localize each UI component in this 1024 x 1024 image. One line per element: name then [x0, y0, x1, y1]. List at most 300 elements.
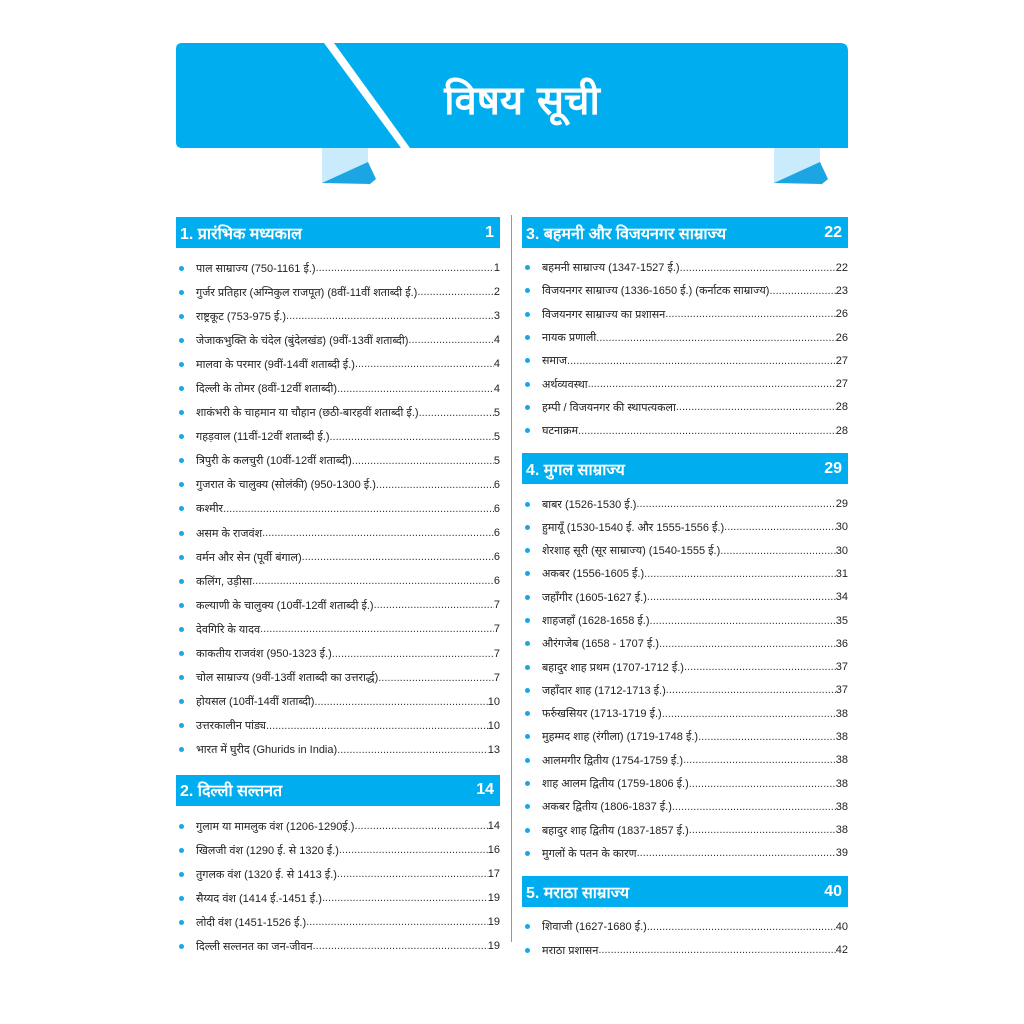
section-title-text: बहमनी और विजयनगर साम्राज्य [543, 225, 726, 243]
entry-label: अकबर द्वितीय (1806-1837 ई.) [542, 801, 672, 814]
entry-label: मराठा प्रशासन [542, 944, 599, 957]
entry-label: नायक प्रणाली [542, 332, 597, 345]
toc-entry[interactable] [176, 280, 500, 304]
bullet-icon [525, 428, 530, 433]
toc-entry[interactable] [176, 910, 500, 934]
entry-label: पाल साम्राज्य (750-1161 ई.) [196, 262, 316, 275]
dot-leader [374, 599, 494, 611]
dot-leader [683, 754, 836, 766]
bullet-icon [525, 312, 530, 317]
dot-leader [567, 355, 836, 367]
entry-page: 3 [493, 310, 500, 323]
section-header[interactable] [176, 217, 500, 248]
entry-page: 19 [487, 940, 500, 953]
dot-leader [680, 262, 836, 274]
section-page: 29 [824, 459, 842, 477]
section-title-text: प्रारंभिक मध्यकाल [197, 225, 302, 243]
entry-label: जहाँगीर (1605-1627 ई.) [542, 591, 647, 604]
dot-leader [223, 503, 494, 515]
toc-entry[interactable] [522, 396, 848, 419]
toc-entry[interactable] [176, 666, 500, 690]
column-divider [511, 215, 512, 942]
entry-page: 26 [835, 331, 848, 344]
section-title [526, 458, 625, 480]
toc-entry[interactable] [522, 562, 848, 585]
section-items [522, 484, 848, 875]
section-page: 14 [476, 781, 494, 799]
entry-label: चोल साम्राज्य (9वीं-13वीं शताब्दी का उत्तरार्द्ध) [196, 672, 379, 685]
dot-leader [378, 672, 494, 684]
entry-page: 36 [835, 637, 848, 650]
toc-entry[interactable] [522, 372, 848, 395]
bullet-icon [179, 651, 184, 656]
section-title-text: मराठा साम्राज्य [543, 884, 630, 902]
entry-label: शाहजहाँ (1628-1658 ई.) [542, 615, 650, 627]
bullet-icon [179, 314, 184, 319]
dot-leader [352, 455, 494, 467]
entry-page: 1 [493, 262, 500, 275]
bullet-icon [179, 362, 184, 367]
toc-entry[interactable] [522, 842, 848, 865]
dot-leader [286, 310, 494, 322]
toc-entry[interactable] [522, 632, 848, 655]
section-number: 4. [526, 461, 540, 479]
bullet-icon [525, 405, 530, 410]
toc-entry[interactable] [176, 690, 500, 714]
dot-leader [684, 661, 836, 673]
entry-page: 16 [487, 844, 500, 857]
toc-entry[interactable] [522, 795, 848, 818]
bullet-icon [179, 482, 184, 487]
entry-label: तुगलक वंश (1320 ई. से 1413 ई.) [196, 868, 337, 881]
dot-leader [644, 568, 836, 580]
toc-entry[interactable] [522, 326, 848, 349]
entry-label: काकतीय राजवंश (950-1323 ई.) [196, 648, 332, 661]
toc-entry[interactable] [522, 419, 848, 442]
section-items [522, 248, 848, 452]
bullet-icon [179, 266, 184, 271]
entry-label: भारत में घुरीद (Ghurids in India) [196, 744, 338, 757]
entry-label: जहाँदार शाह (1712-1713 ई.) [542, 684, 666, 697]
bullet-icon [179, 506, 184, 511]
toc-entry[interactable] [522, 492, 848, 515]
section-items [522, 907, 848, 972]
section-page: 40 [824, 882, 842, 900]
bullet-icon [525, 358, 530, 363]
entry-label: शेरशाह सूरी (सूर साम्राज्य) (1540-1555 ई.) [542, 545, 721, 558]
dot-leader [698, 731, 836, 743]
entry-label: दिल्ली सल्तनत का जन-जीवन [196, 940, 313, 953]
toc-entry[interactable] [176, 425, 500, 449]
dot-leader [665, 308, 835, 320]
entry-page: 6 [493, 502, 500, 515]
dot-leader [672, 801, 836, 813]
toc-entry[interactable] [522, 938, 848, 961]
bullet-icon [525, 804, 530, 809]
dot-leader [339, 844, 488, 856]
bullet-icon [525, 924, 530, 929]
toc-entry[interactable] [176, 401, 500, 425]
bullet-icon [525, 734, 530, 739]
section-number: 3. [526, 225, 540, 243]
entry-page: 28 [835, 424, 848, 437]
entry-label: उत्तरकालीन पांड्य [196, 720, 266, 733]
page-title: विषय सूची [444, 77, 600, 124]
toc-entry[interactable] [176, 934, 500, 958]
entry-label: शिवाजी (1627-1680 ई.) [542, 921, 647, 934]
dot-leader [769, 285, 835, 297]
bullet-icon [525, 571, 530, 576]
bullet-icon [179, 723, 184, 728]
bullet-icon [525, 665, 530, 670]
toc-entry[interactable] [522, 749, 848, 772]
entry-page: 6 [493, 551, 500, 564]
bullet-icon [179, 872, 184, 877]
bullet-icon [179, 824, 184, 829]
section-number: 5. [526, 884, 540, 902]
section-3 [522, 217, 848, 452]
toc-entry[interactable] [522, 819, 848, 842]
toc-entry[interactable] [176, 256, 500, 280]
bullet-icon [525, 502, 530, 507]
dot-leader [598, 944, 835, 956]
bullet-icon [525, 711, 530, 716]
entry-page: 38 [835, 730, 848, 743]
entry-page: 29 [835, 498, 848, 511]
entry-page: 7 [493, 647, 500, 660]
entry-label: शाह आलम द्वितीय (1759-1806 ई.) [542, 778, 689, 791]
entry-page: 27 [835, 354, 848, 367]
entry-label: शाकंभरी के चाहमान या चौहान (छठी-बारहवीं शताब्दी ई.) [196, 407, 419, 420]
section-page: 1 [485, 223, 494, 241]
toc-entry[interactable] [522, 702, 848, 725]
right-column [522, 217, 848, 972]
bullet-icon [525, 525, 530, 530]
section-header[interactable] [522, 217, 848, 248]
entry-label: बहमनी साम्राज्य (1347-1527 ई.) [542, 262, 680, 275]
toc-entry[interactable] [176, 714, 500, 738]
section-title [180, 779, 282, 801]
section-header[interactable] [522, 876, 848, 907]
bullet-icon [179, 290, 184, 295]
bullet-icon [525, 688, 530, 693]
bullet-icon [179, 747, 184, 752]
dot-leader [724, 521, 836, 533]
entry-label: बहादुर शाह प्रथम (1707-1712 ई.) [542, 661, 684, 674]
section-number: 2. [180, 783, 194, 801]
entry-label: जेजाकभुक्ति के चंदेल (बुंदेलखंड) (9वीं-13वीं शताब्दी) [196, 334, 409, 347]
bullet-icon [525, 288, 530, 293]
entry-label: कश्मीर [196, 503, 224, 516]
section-page: 22 [824, 223, 842, 241]
dot-leader [376, 479, 494, 491]
entry-page: 17 [487, 868, 500, 881]
toc-entry[interactable] [522, 772, 848, 795]
entry-page: 34 [835, 591, 848, 604]
toc-entry[interactable] [522, 915, 848, 938]
entry-label: मुहम्मद शाह (रंगीला) (1719-1748 ई.) [542, 731, 699, 744]
entry-page: 28 [835, 401, 848, 414]
entry-page: 6 [493, 527, 500, 540]
entry-page: 37 [835, 684, 848, 697]
dot-leader [337, 744, 488, 756]
bullet-icon [179, 531, 184, 536]
entry-page: 4 [493, 358, 500, 371]
dot-leader [720, 545, 836, 557]
entry-page: 30 [835, 544, 848, 557]
toc-entry[interactable] [176, 449, 500, 473]
entry-label: गुलाम या मामलुक वंश (1206-1290ई.) [196, 820, 355, 833]
dot-leader [306, 916, 488, 928]
dot-leader [302, 551, 494, 563]
toc-entry[interactable] [522, 609, 848, 632]
entry-page: 6 [493, 575, 500, 588]
section-header[interactable] [522, 453, 848, 484]
bullet-icon [525, 828, 530, 833]
entry-page: 40 [835, 920, 848, 933]
section-items [176, 806, 500, 969]
entry-label: असम के राजवंश [196, 527, 263, 540]
dot-leader [659, 638, 836, 650]
dot-leader [419, 407, 494, 419]
entry-label: घटनाक्रम [542, 425, 579, 438]
toc-entry[interactable] [522, 349, 848, 372]
bullet-icon [179, 896, 184, 901]
dot-leader [588, 378, 836, 390]
bullet-icon [525, 382, 530, 387]
dot-leader [266, 720, 488, 732]
bullet-icon [179, 848, 184, 853]
entry-label: आलमगीर द्वितीय (1754-1759 ई.) [542, 754, 684, 767]
dot-leader [337, 383, 494, 395]
bullet-icon [179, 944, 184, 949]
bullet-icon [179, 675, 184, 680]
entry-label: मुगलों के पतन के कारण [542, 847, 637, 860]
section-title [526, 222, 726, 244]
dot-leader [313, 940, 488, 952]
section-title [180, 222, 302, 244]
entry-label: गुजरात के चालुक्य (सोलंकी) (950-1300 ई.) [196, 479, 376, 492]
bullet-icon [525, 595, 530, 600]
dot-leader [637, 847, 836, 859]
dot-leader [666, 684, 836, 696]
toc-entry[interactable] [176, 642, 500, 666]
dot-leader [596, 332, 836, 344]
toc-entry[interactable] [176, 838, 500, 862]
section-header[interactable] [176, 775, 500, 806]
toc-entry[interactable] [176, 569, 500, 593]
toc-entry[interactable] [522, 725, 848, 748]
toc-entry[interactable] [176, 521, 500, 545]
dot-leader [408, 334, 493, 346]
entry-label: देवगिरि के यादव [196, 623, 261, 636]
entry-label: समाज [542, 355, 568, 368]
section-items [176, 248, 500, 772]
section-5 [522, 876, 848, 972]
entry-page: 5 [493, 406, 500, 419]
dot-leader [260, 623, 494, 635]
entry-page: 10 [487, 719, 500, 732]
entry-label: सैय्यद वंश (1414 ई.-1451 ई.) [196, 892, 322, 905]
bullet-icon [525, 758, 530, 763]
entry-label: विजयनगर साम्राज्य का प्रशासन [542, 308, 666, 321]
bullet-icon [525, 641, 530, 646]
dot-leader [252, 575, 494, 587]
dot-leader [262, 527, 494, 539]
entry-label: राष्ट्रकूट (753-975 ई.) [196, 310, 287, 323]
dot-leader [316, 262, 494, 274]
section-number: 1. [180, 225, 194, 243]
dot-leader [636, 498, 835, 510]
dot-leader [662, 708, 836, 720]
bullet-icon [179, 627, 184, 632]
entry-label: बाबर (1526-1530 ई.) [542, 498, 637, 511]
bullet-icon [525, 781, 530, 786]
dot-leader [417, 286, 494, 298]
entry-label: गहड़वाल (11वीं-12वीं शताब्दी ई.) [196, 431, 330, 444]
entry-page: 27 [835, 378, 848, 391]
toc-entry[interactable] [176, 376, 500, 400]
entry-label: अकबर (1556-1605 ई.) [542, 568, 645, 581]
toc-entry[interactable] [176, 352, 500, 376]
entry-label: अर्थव्यवस्था [542, 378, 588, 391]
title-banner [176, 43, 848, 148]
entry-label: त्रिपुरी के कलचुरी (10वीं-12वीं शताब्दी) [196, 455, 352, 468]
toc-entry[interactable] [522, 516, 848, 539]
dot-leader [647, 921, 836, 933]
entry-label: औरंगजेब (1658 - 1707 ई.) [542, 638, 660, 651]
dot-leader [650, 615, 836, 627]
entry-page: 30 [835, 521, 848, 534]
entry-page: 19 [487, 916, 500, 929]
dot-leader [332, 648, 494, 660]
bullet-icon [525, 618, 530, 623]
bullet-icon [525, 335, 530, 340]
dot-leader [337, 868, 488, 880]
bullet-icon [179, 603, 184, 608]
toc-entry[interactable] [522, 539, 848, 562]
entry-page: 7 [493, 599, 500, 612]
section-title-text: मुगल साम्राज्य [543, 461, 625, 479]
toc-entry[interactable] [522, 256, 848, 279]
toc-entry[interactable] [522, 655, 848, 678]
entry-page: 5 [493, 430, 500, 443]
bullet-icon [525, 851, 530, 856]
entry-page: 14 [487, 820, 500, 833]
section-4 [522, 453, 848, 875]
bullet-icon [179, 555, 184, 560]
entry-page: 38 [835, 777, 848, 790]
entry-page: 42 [835, 944, 848, 957]
dot-leader [689, 778, 836, 790]
entry-label: फर्रुखसियर (1713-1719 ई.) [542, 708, 662, 721]
entry-label: कलिंग, उड़ीसा [196, 575, 253, 588]
bullet-icon [179, 579, 184, 584]
toc-entry[interactable] [176, 617, 500, 641]
toc-entry[interactable] [176, 328, 500, 352]
entry-page: 38 [835, 800, 848, 813]
bullet-icon [179, 458, 184, 463]
toc-entry[interactable] [176, 862, 500, 886]
entry-page: 38 [835, 824, 848, 837]
entry-page: 6 [493, 478, 500, 491]
bullet-icon [525, 948, 530, 953]
entry-page: 26 [835, 308, 848, 321]
left-column [176, 217, 500, 969]
entry-page: 38 [835, 754, 848, 767]
entry-page: 5 [493, 454, 500, 467]
bullet-icon [525, 265, 530, 270]
bullet-icon [179, 434, 184, 439]
toc-entry[interactable] [176, 738, 500, 762]
dot-leader [676, 401, 836, 413]
entry-label: वर्मन और सेन (पूर्वी बंगाल) [196, 551, 302, 564]
entry-label: होयसल (10वीं-14वीं शताब्दी) [196, 696, 315, 709]
entry-page: 4 [493, 334, 500, 347]
entry-label: कल्याणी के चालुक्य (10वीं-12वीं शताब्दी ई.) [196, 599, 374, 612]
entry-label: गुर्जर प्रतिहार (अग्निकुल राजपूत) (8वीं-11वीं शताब्दी ई.) [196, 286, 418, 299]
bullet-icon [179, 699, 184, 704]
entry-label: बहादुर शाह द्वितीय (1837-1857 ई.) [542, 824, 689, 837]
toc-entry[interactable] [522, 279, 848, 302]
bullet-icon [179, 386, 184, 391]
bullet-icon [179, 920, 184, 925]
dot-leader [322, 892, 488, 904]
entry-page: 10 [487, 695, 500, 708]
toc-entry[interactable] [176, 886, 500, 910]
toc-entry[interactable] [522, 586, 848, 609]
entry-page: 7 [493, 623, 500, 636]
entry-label: खिलजी वंश (1290 ई. से 1320 ई.) [196, 844, 339, 857]
entry-label: मालवा के परमार (9वीं-14वीं शताब्दी ई.) [196, 358, 355, 371]
toc-entry[interactable] [522, 679, 848, 702]
section-title [526, 881, 629, 903]
dot-leader [647, 591, 836, 603]
toc-entry[interactable] [176, 473, 500, 497]
section-2 [176, 775, 500, 969]
entry-page: 37 [835, 661, 848, 674]
toc-entry[interactable] [176, 814, 500, 838]
entry-page: 35 [835, 614, 848, 627]
toc-entry[interactable] [176, 593, 500, 617]
entry-label: हम्पी / विजयनगर की स्थापत्यकला [542, 401, 676, 414]
bullet-icon [179, 338, 184, 343]
toc-entry[interactable] [522, 303, 848, 326]
dot-leader [314, 696, 487, 708]
entry-page: 2 [493, 286, 500, 299]
toc-entry[interactable] [176, 304, 500, 328]
section-title-text: दिल्ली सल्तनत [197, 783, 283, 801]
bullet-icon [179, 410, 184, 415]
entry-page: 13 [487, 743, 500, 756]
toc-entry[interactable] [176, 545, 500, 569]
bullet-icon [525, 548, 530, 553]
entry-label: लोदी वंश (1451-1526 ई.) [196, 916, 307, 929]
entry-page: 7 [493, 671, 500, 684]
entry-page: 38 [835, 707, 848, 720]
entry-page: 23 [835, 284, 848, 297]
entry-page: 19 [487, 892, 500, 905]
entry-page: 39 [835, 847, 848, 860]
dot-leader [354, 820, 487, 832]
section-1 [176, 217, 500, 772]
dot-leader [578, 425, 836, 437]
dot-leader [689, 824, 836, 836]
entry-label: विजयनगर साम्राज्य (1336-1650 ई.) (कर्नाटक साम्राज्य) [542, 285, 770, 298]
entry-page: 4 [493, 382, 500, 395]
toc-entry[interactable] [176, 497, 500, 521]
dot-leader [330, 431, 494, 443]
